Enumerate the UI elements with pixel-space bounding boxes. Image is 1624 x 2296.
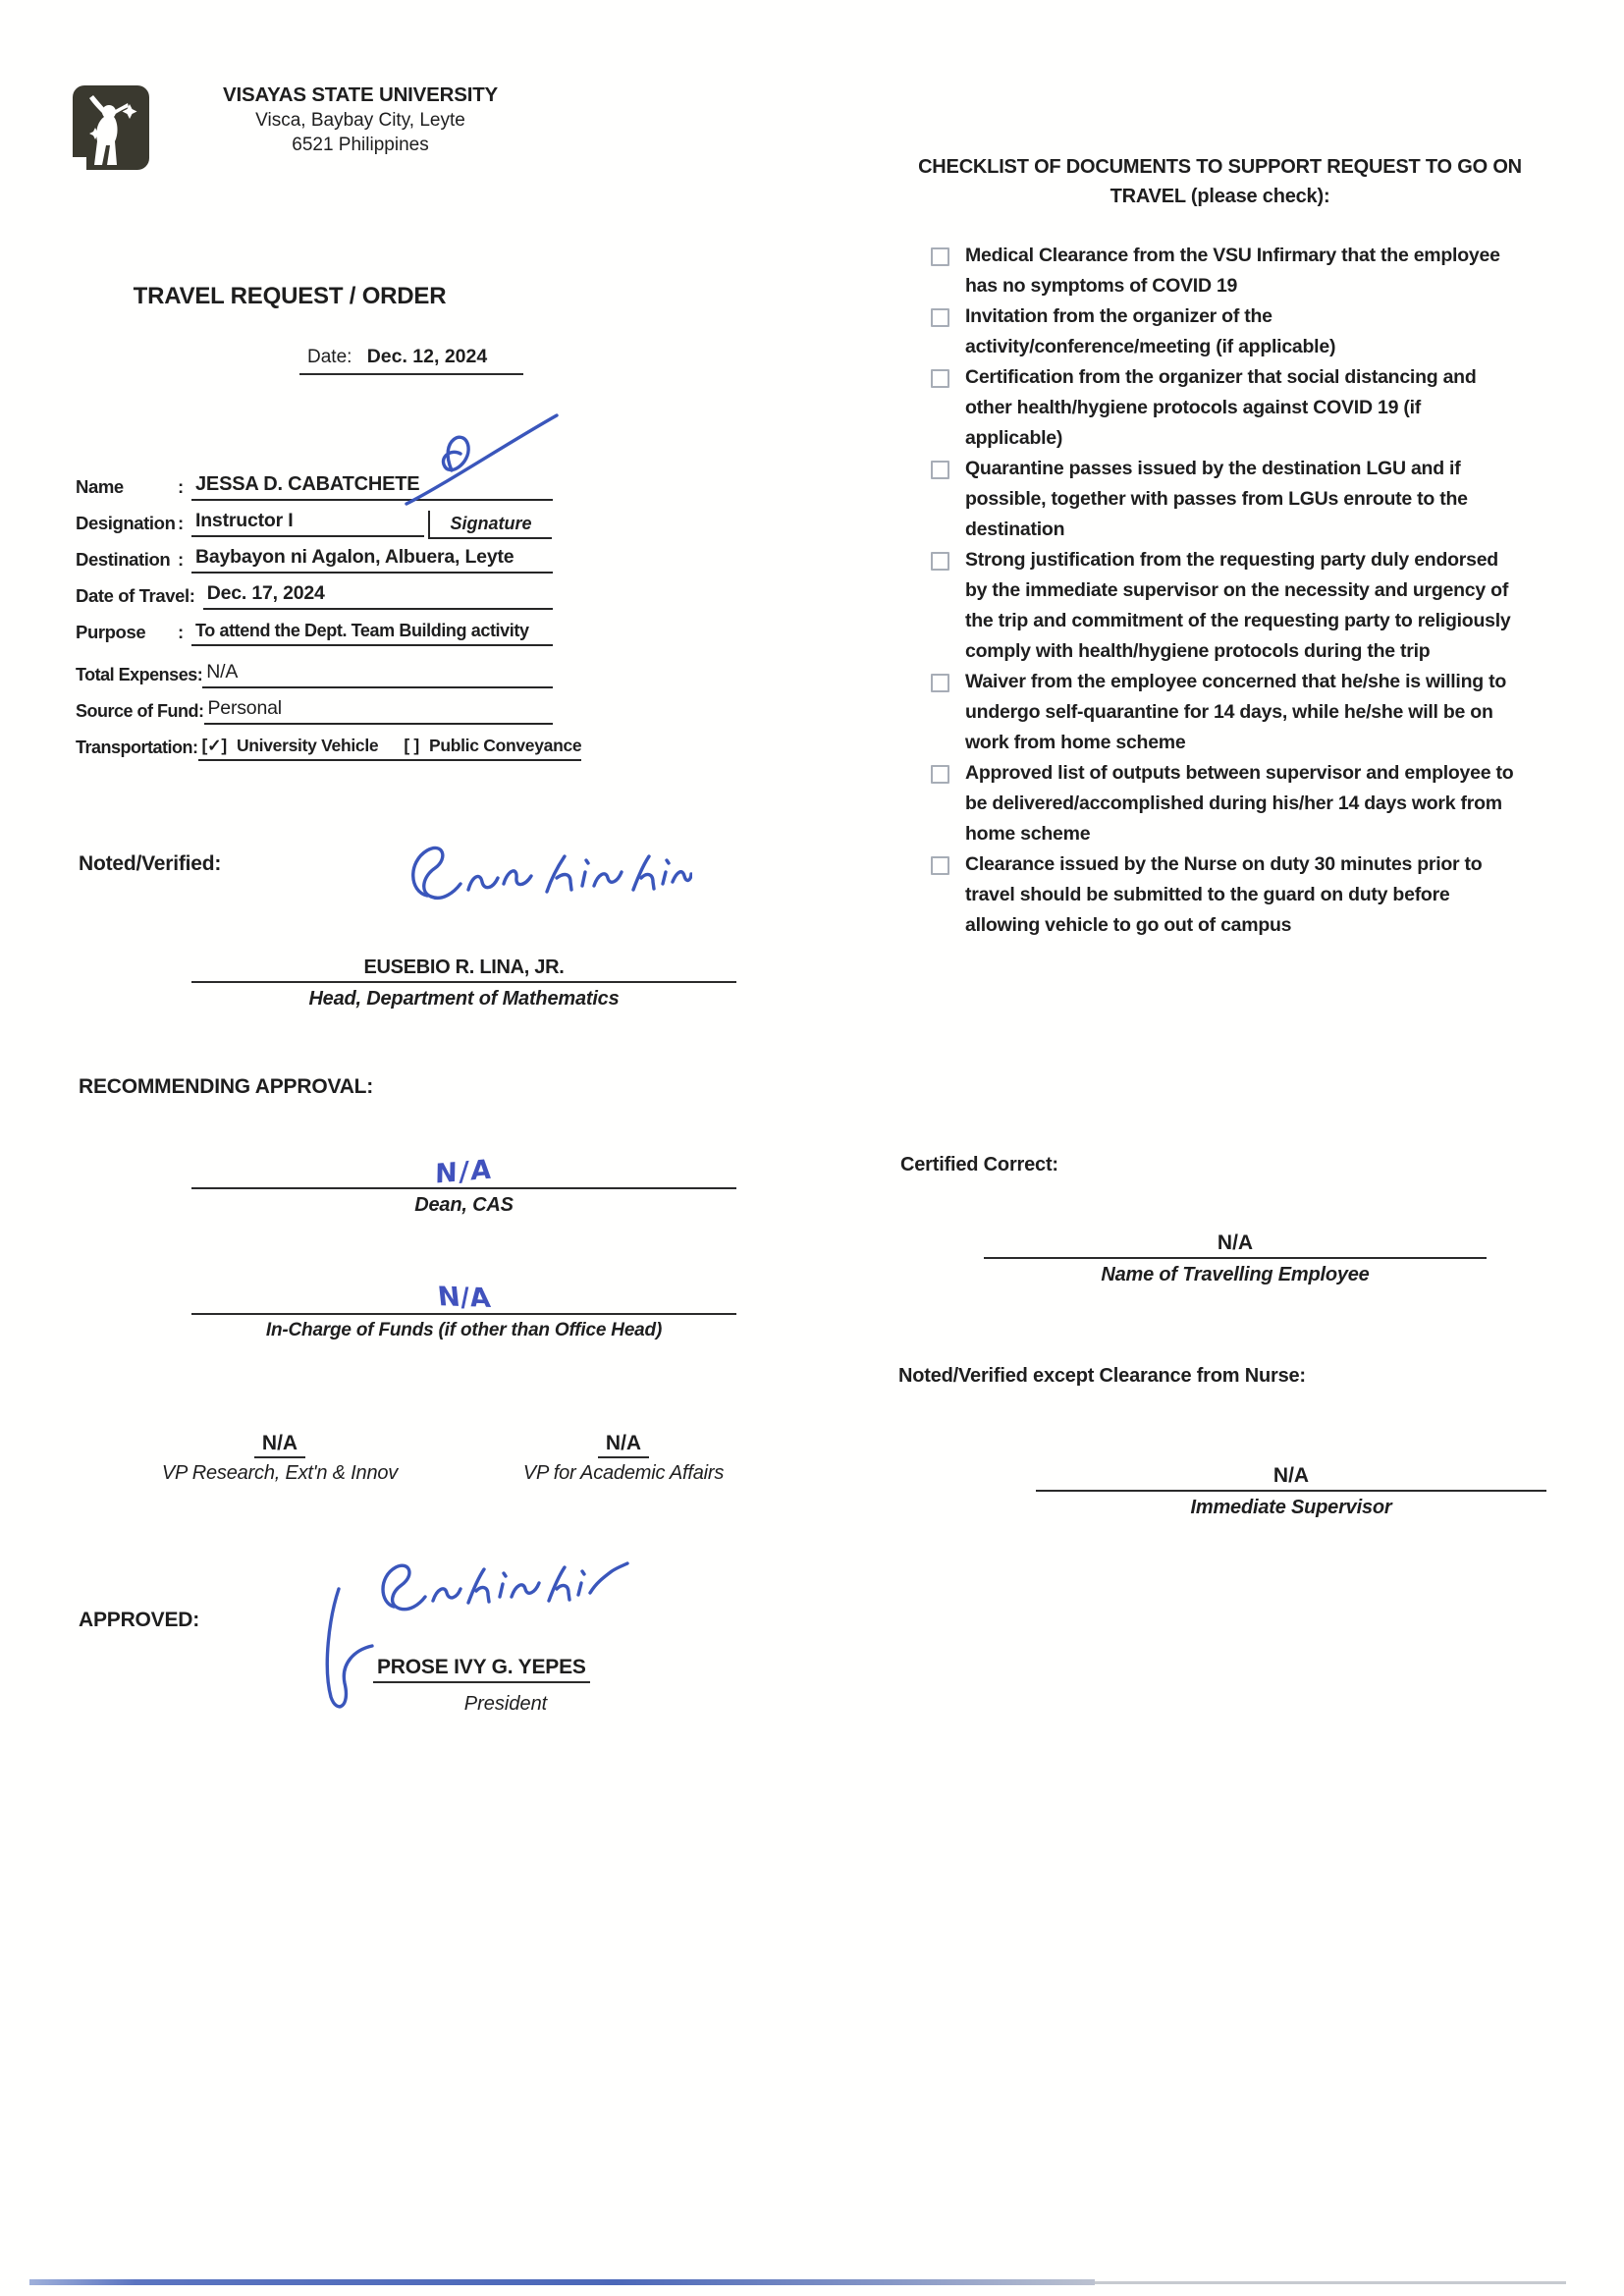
destination-value: Baybayon ni Agalon, Albuera, Leyte [191, 546, 553, 574]
funds-position: In-Charge of Funds (if other than Office Head) [265, 1320, 663, 1340]
letterhead [218, 83, 503, 156]
travelling-employee-block [984, 1231, 1487, 1286]
name-value: JESSA D. CABATCHETE [191, 473, 553, 501]
checklist-item [931, 454, 1546, 545]
university-vehicle-checkbox: [✓] [201, 736, 227, 755]
noted-except-nurse-heading: Noted/Verified except Clearance from Nurse: [898, 1365, 1306, 1387]
president-position: President [463, 1693, 548, 1715]
certified-correct-heading: Certified Correct: [900, 1154, 1058, 1175]
date-value: Dec. 12, 2024 [366, 346, 488, 367]
travelling-employee-na: N/A [1217, 1231, 1254, 1254]
immediate-supervisor-position: Immediate Supervisor [1190, 1497, 1392, 1518]
destination-label: Destination [76, 549, 171, 570]
date-label: Date: [307, 347, 352, 367]
vp-research-position: VP Research, Ext'n & Innov [161, 1462, 399, 1484]
date-of-travel-label: Date of Travel [76, 585, 189, 606]
vp-signatories-row [108, 1432, 795, 1485]
field-row-destination [76, 541, 553, 574]
designation-value: Instructor I [191, 510, 424, 537]
noted-verified-section [79, 852, 756, 1011]
certified-correct-section [900, 1154, 1539, 1286]
approved-heading: APPROVED: [79, 1609, 200, 1631]
dean-line [191, 1187, 736, 1189]
funds-line [191, 1313, 736, 1315]
checklist-item [931, 545, 1546, 667]
purpose-label: Purpose [76, 622, 146, 642]
public-conveyance-checkbox: [ ] [404, 736, 419, 755]
dean-position: Dean, CAS [414, 1194, 514, 1216]
checkbox-icon [931, 765, 949, 784]
checkbox-icon [931, 674, 949, 692]
checklist-item [931, 362, 1546, 454]
date-of-travel-value: Dec. 17, 2024 [203, 582, 553, 610]
approved-section [79, 1609, 756, 1715]
date-of-travel-colon: : [189, 585, 195, 606]
designation-colon: : [178, 513, 185, 533]
designation-label: Designation [76, 513, 176, 533]
department-head-line [191, 957, 736, 983]
checklist-item [931, 849, 1546, 941]
noted-verified-heading: Noted/Verified: [79, 852, 222, 875]
handwritten-na-dean: N/A [434, 1154, 494, 1190]
dean-signatory-block [191, 1148, 736, 1217]
scan-artifact-bar [29, 2279, 1095, 2285]
field-row-transportation [76, 729, 582, 761]
checklist-item [931, 301, 1546, 362]
transportation-value [198, 736, 582, 761]
purpose-colon: : [178, 622, 185, 642]
signature-cell-label: Signature [450, 514, 532, 533]
employee-signature [395, 408, 567, 511]
immediate-supervisor-na: N/A [1272, 1464, 1310, 1487]
total-expenses-label: Total Expenses: [76, 665, 203, 684]
vp-academic-block [452, 1432, 795, 1485]
checklist-heading: CHECKLIST OF DOCUMENTS TO SUPPORT REQUEST TO GO ON TRAVEL (please check): [918, 156, 1522, 207]
checkbox-icon [931, 308, 949, 327]
department-head-signature [398, 835, 692, 933]
checklist-items [913, 241, 1546, 941]
university-name: VISAYAS STATE UNIVERSITY [223, 83, 498, 106]
source-of-fund-value: Personal [204, 697, 554, 725]
destination-colon: : [178, 549, 185, 570]
checklist-item [931, 241, 1546, 301]
public-conveyance-option: Public Conveyance [428, 736, 582, 755]
date-row [299, 346, 523, 375]
checkbox-icon [931, 552, 949, 571]
purpose-value: To attend the Dept. Team Building activity [191, 621, 553, 646]
immediate-supervisor-block [1036, 1464, 1546, 1519]
checkbox-icon [931, 856, 949, 875]
scan-artifact-line [1095, 2281, 1566, 2284]
field-row-purpose [76, 614, 553, 646]
department-head-signatory-block [191, 957, 736, 1011]
vp-research-block [108, 1432, 452, 1485]
department-head-name: EUSEBIO R. LINA, JR. [363, 957, 565, 978]
name-label: Name [76, 476, 124, 497]
noted-except-nurse-section [898, 1365, 1566, 1519]
field-row-total-expenses [76, 656, 553, 688]
immediate-supervisor-line [1036, 1490, 1546, 1492]
handwritten-na-funds: N/A [436, 1282, 492, 1314]
vp-academic-position: VP for Academic Affairs [522, 1462, 725, 1484]
signature-cell [428, 511, 552, 539]
recommending-approval-heading: RECOMMENDING APPROVAL: [79, 1075, 374, 1098]
university-vehicle-option: University Vehicle [236, 736, 379, 755]
checklist-item-text: Approved list of outputs between supervisor and employee to be delivered/accomplished during his/her 14 days work from home scheme [965, 762, 1514, 845]
vp-academic-na: N/A [598, 1432, 649, 1458]
form-title: TRAVEL REQUEST / ORDER [133, 283, 447, 309]
checkbox-icon [931, 461, 949, 479]
checklist-item-text: Certification from the organizer that social distancing and other health/hygiene protocols against COVID 19 (if applicable) [965, 366, 1477, 449]
checklist-item-text: Strong justification from the requesting party duly endorsed by the immediate supervisor on the necessity and urgency of the trip and commitment of the requesting party to religiously comply with health/hygiene protocols during the trip [965, 549, 1511, 662]
funds-signatory-block [191, 1274, 736, 1341]
checklist-section [913, 152, 1546, 941]
vsu-logo [72, 84, 150, 173]
travelling-employee-position: Name of Travelling Employee [1101, 1264, 1370, 1285]
recommending-approval-section [79, 1075, 756, 1341]
checklist-item-text: Medical Clearance from the VSU Infirmary that the employee has no symptoms of COVID 19 [965, 245, 1500, 297]
checkbox-icon [931, 247, 949, 266]
checklist-item-text: Invitation from the organizer of the activity/conference/meeting (if applicable) [965, 305, 1336, 357]
president-signature [299, 1548, 633, 1715]
field-row-source-of-fund [76, 692, 553, 725]
travelling-employee-line [984, 1257, 1487, 1259]
department-head-position: Head, Department of Mathematics [308, 988, 620, 1010]
vp-research-na: N/A [254, 1432, 305, 1458]
source-of-fund-label: Source of Fund: [76, 701, 204, 721]
field-row-date-of-travel [76, 577, 553, 610]
checkbox-icon [931, 369, 949, 388]
checklist-item [931, 758, 1546, 849]
form-fields [76, 468, 582, 773]
university-address-line2: 6521 Philippines [292, 135, 429, 155]
checklist-item-text: Quarantine passes issued by the destination LGU and if possible, together with passes from LGUs enroute to the destination [965, 458, 1468, 540]
checklist-item [931, 667, 1546, 758]
name-colon: : [178, 476, 185, 497]
president-name: PROSE IVY G. YEPES [373, 1656, 590, 1683]
transportation-label: Transportation: [76, 738, 198, 757]
checklist-item-text: Clearance issued by the Nurse on duty 30 minutes prior to travel should be submitted to the guard on duty before allowing vehicle to go out of campus [965, 853, 1483, 936]
university-address-line1: Visca, Baybay City, Leyte [255, 110, 465, 131]
total-expenses-value: N/A [202, 661, 553, 688]
checklist-item-text: Waiver from the employee concerned that he/she is willing to undergo self-quarantine for 14 days, while he/she will be on work from home scheme [965, 671, 1506, 753]
